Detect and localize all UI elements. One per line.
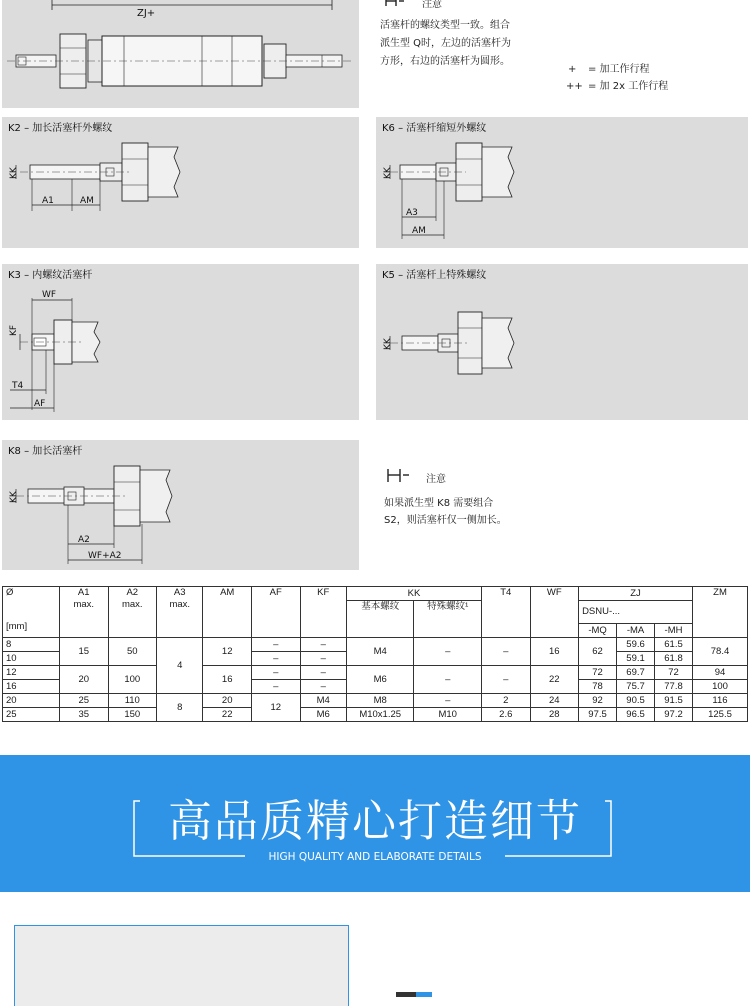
cell-a2: 100 xyxy=(108,666,157,694)
table-header-row xyxy=(3,587,748,601)
cell-af: 12 xyxy=(251,694,300,722)
banner-title: 高品质精心打造细节 xyxy=(168,796,582,847)
cell-t4: 2.6 xyxy=(482,708,531,722)
header-a2: A2 max. xyxy=(108,587,157,638)
cell-a2: 150 xyxy=(108,708,157,722)
cell-mh: 97.2 xyxy=(655,708,693,722)
spec-table xyxy=(2,586,748,722)
cell-af: – xyxy=(251,680,300,694)
header-mh: -MH xyxy=(655,624,693,638)
cell-kf: M4 xyxy=(300,694,346,708)
header-af: AF xyxy=(251,587,300,638)
cell-kf: – xyxy=(300,652,346,666)
cell-dia: 16 xyxy=(3,680,60,694)
k3-kf-label: KF xyxy=(9,324,19,336)
note-icon xyxy=(384,468,414,484)
cell-af: – xyxy=(251,652,300,666)
header-dia: Ø [mm] xyxy=(3,587,60,638)
cell-dia: 20 xyxy=(3,694,60,708)
cell-ma: 69.7 xyxy=(617,666,655,680)
cell-ma: 96.5 xyxy=(617,708,655,722)
cell-ma: 59.6 xyxy=(617,638,655,652)
k2-diagram xyxy=(2,117,359,248)
cell-mh: 77.8 xyxy=(655,680,693,694)
cell-kf: – xyxy=(300,666,346,680)
note-line-2: 派生型 Q时，左边的活塞杆为 xyxy=(380,38,512,49)
panel-k6 xyxy=(376,117,748,248)
cell-kf: M6 xyxy=(300,708,346,722)
note-icon xyxy=(382,0,408,8)
cell-mq: 78 xyxy=(579,680,617,694)
note2-line-1: 如果派生型 K8 需要组合 xyxy=(384,498,494,509)
cell-t4: – xyxy=(482,666,531,694)
cell-dia: 12 xyxy=(3,666,60,680)
cell-am: 16 xyxy=(203,666,252,694)
cell-af: – xyxy=(251,666,300,680)
cell-a3: 4 xyxy=(157,638,203,694)
header-kk-special: 特殊螺纹¹ xyxy=(414,601,482,638)
table-row xyxy=(3,708,748,722)
cell-wf: 22 xyxy=(530,666,579,694)
k3-wf-label: WF xyxy=(42,290,57,300)
cell-a1: 35 xyxy=(59,708,108,722)
k6-a3-label: A3 xyxy=(406,208,418,218)
cell-kf: – xyxy=(300,638,346,652)
panel-k3-title: K3 – 内螺纹活塞杆 xyxy=(8,270,93,281)
note-label: 注意 xyxy=(422,0,442,10)
cell-kk-special: M10 xyxy=(414,708,482,722)
cell-mq: 97.5 xyxy=(579,708,617,722)
cell-a1: 15 xyxy=(59,638,108,666)
panel-k6-title: K6 – 活塞杆缩短外螺纹 xyxy=(382,123,487,134)
panel-k2-title: K2 – 加长活塞杆外螺纹 xyxy=(8,123,113,134)
k5-diagram xyxy=(376,264,748,420)
banner-subtitle: HIGH QUALITY AND ELABORATE DETAILS xyxy=(268,851,482,863)
cell-mh: 61.8 xyxy=(655,652,693,666)
cell-mq: 72 xyxy=(579,666,617,680)
panel-k8 xyxy=(2,440,359,570)
header-kk: KK xyxy=(346,587,481,601)
cell-kk-basic: M10x1.25 xyxy=(346,708,414,722)
note-line-3: 方形，右边的活塞杆为圆形。 xyxy=(380,56,510,67)
cell-mh: 72 xyxy=(655,666,693,680)
cell-a3: 8 xyxy=(157,694,203,722)
note-line-1: 活塞杆的螺纹类型一致。组合 xyxy=(380,20,510,31)
panel-k2 xyxy=(2,117,359,248)
cell-kk-special: – xyxy=(414,666,482,694)
section-accent-bar xyxy=(396,992,432,997)
cylinder-diagram xyxy=(2,0,359,108)
k6-am-label: AM xyxy=(412,226,426,236)
note-block-k8 xyxy=(384,466,724,536)
table-row xyxy=(3,666,748,680)
cell-am: 22 xyxy=(203,708,252,722)
k2-a1-label: A1 xyxy=(42,196,54,206)
cell-mq: 92 xyxy=(579,694,617,708)
cell-a1: 20 xyxy=(59,666,108,694)
table-row xyxy=(3,638,748,652)
cell-a2: 110 xyxy=(108,694,157,708)
cell-a2: 50 xyxy=(108,638,157,666)
panel-k3 xyxy=(2,264,359,420)
cell-mq: 62 xyxy=(579,638,617,666)
header-t4: T4 xyxy=(482,587,531,638)
header-ma: -MA xyxy=(617,624,655,638)
header-mq: -MQ xyxy=(579,624,617,638)
k8-diagram xyxy=(2,440,359,570)
cell-dia: 25 xyxy=(3,708,60,722)
legend-symbol-plus: + xyxy=(568,64,577,75)
cell-t4: 2 xyxy=(482,694,531,708)
header-wf: WF xyxy=(530,587,579,638)
header-zj: ZJ xyxy=(579,587,693,601)
header-a1: A1 max. xyxy=(59,587,108,638)
cell-kk-basic: M4 xyxy=(346,638,414,666)
k8-kk-label: KK xyxy=(9,491,19,503)
note-block-top xyxy=(380,0,720,105)
header-zm: ZM xyxy=(693,587,748,638)
header-a3: A3 max. xyxy=(157,587,203,638)
cell-zm: 78.4 xyxy=(693,638,748,666)
header-kf: KF xyxy=(300,587,346,638)
k5-kk-label: KK xyxy=(383,338,393,350)
cell-wf: 16 xyxy=(530,638,579,666)
cell-am: 20 xyxy=(203,694,252,708)
quality-banner xyxy=(0,755,750,892)
panel-k8-title: K8 – 加长活塞杆 xyxy=(8,446,83,457)
legend-symbol-double-plus: ++ xyxy=(566,81,583,92)
cell-kk-special: – xyxy=(414,638,482,666)
top-cylinder-drawing xyxy=(2,0,359,108)
legend-text-plus: = 加工作行程 xyxy=(588,64,650,75)
k2-am-label: AM xyxy=(80,196,94,206)
k3-diagram xyxy=(2,264,359,420)
cell-kk-special: – xyxy=(414,694,482,708)
k6-diagram xyxy=(376,117,748,248)
cell-zm: 125.5 xyxy=(693,708,748,722)
cell-kf: – xyxy=(300,680,346,694)
k8-a2-label: A2 xyxy=(78,535,90,545)
zj-label: ZJ+ xyxy=(137,8,156,19)
k3-t4-label: T4 xyxy=(12,381,24,391)
product-image-frame xyxy=(14,925,349,1006)
note-label: 注意 xyxy=(426,474,446,485)
cell-mh: 61.5 xyxy=(655,638,693,652)
header-dsnu: DSNU-... xyxy=(579,601,693,624)
k3-af-label: AF xyxy=(34,399,46,409)
cell-ma: 75.7 xyxy=(617,680,655,694)
cell-ma: 90.5 xyxy=(617,694,655,708)
cell-am: 12 xyxy=(203,638,252,666)
cell-af: – xyxy=(251,638,300,652)
note2-line-2: S2，则活塞杆仅一侧加长。 xyxy=(384,515,507,526)
table-row xyxy=(3,694,748,708)
legend-text-double-plus: = 加 2x 工作行程 xyxy=(588,81,669,92)
k8-wfa2-label: WF+A2 xyxy=(88,551,122,561)
cell-t4: – xyxy=(482,638,531,666)
panel-k5 xyxy=(376,264,748,420)
cell-zm: 100 xyxy=(693,680,748,694)
cell-wf: 24 xyxy=(530,694,579,708)
cell-kk-basic: M6 xyxy=(346,666,414,694)
header-kk-basic: 基本螺纹 xyxy=(346,601,414,638)
cell-wf: 28 xyxy=(530,708,579,722)
cell-ma: 59.1 xyxy=(617,652,655,666)
cell-dia: 8 xyxy=(3,638,60,652)
cell-dia: 10 xyxy=(3,652,60,666)
cell-zm: 116 xyxy=(693,694,748,708)
cell-zm: 94 xyxy=(693,666,748,680)
k6-kk-label: KK xyxy=(383,167,393,179)
panel-k5-title: K5 – 活塞杆上特殊螺纹 xyxy=(382,270,487,281)
cell-kk-basic: M8 xyxy=(346,694,414,708)
k2-kk-label: KK xyxy=(9,167,19,179)
cell-mh: 91.5 xyxy=(655,694,693,708)
cell-a1: 25 xyxy=(59,694,108,708)
header-am: AM xyxy=(203,587,252,638)
